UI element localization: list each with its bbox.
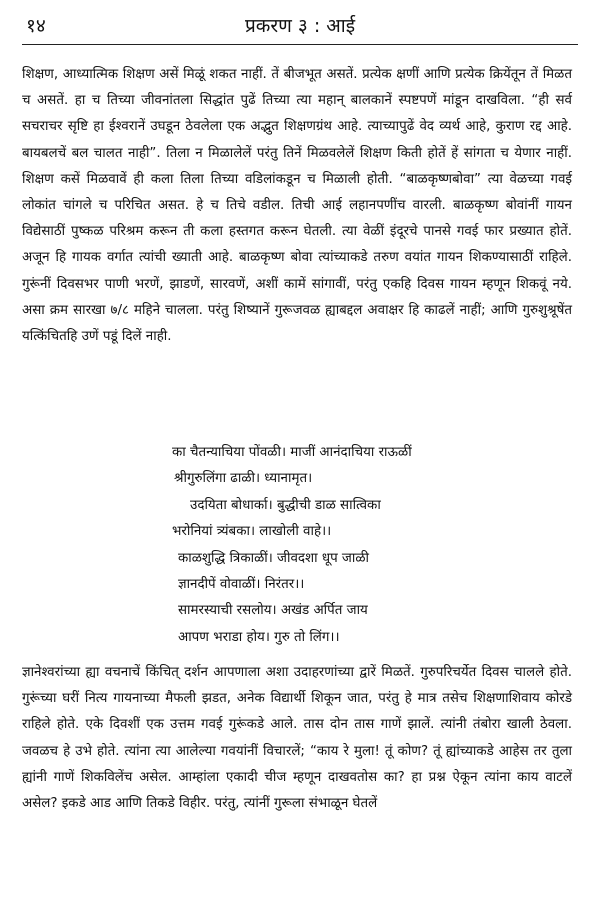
verse-line: का चैतन्याचिया पोंवळी। माजीं आनंदाचिया राऊळीं bbox=[172, 445, 412, 460]
verse-block bbox=[172, 440, 552, 651]
chapter-title: प्रकरण ३ : आई bbox=[244, 15, 356, 37]
page-number: १४ bbox=[26, 15, 46, 37]
header-rule bbox=[22, 44, 578, 45]
page-header bbox=[22, 8, 578, 44]
verse-line: सामरस्याची रसलोय। अखंड अर्पित जाय bbox=[178, 603, 368, 619]
verse-line: ज्ञानदीपें वोवाळीं। निरंतर।। bbox=[178, 577, 305, 593]
verse-line: आपण भराडा होय। गुरु तो लिंग।। bbox=[178, 629, 340, 645]
verse-line: काळशुद्धि त्रिकाळीं। जीवदशा धूप जाळी bbox=[178, 550, 369, 566]
verse-line: श्रीगुरुलिंगा ढाळी। ध्यानामृत। bbox=[174, 471, 313, 487]
paragraph-1: शिक्षण, आध्यात्मिक शिक्षण असें मिळूं शकत नाहीं. तें बीजभूत असतें. प्रत्येक क्षणीं आणि प्रत्येक क्रियेंतून तें मिळत च असतें. हा च तिच्या जीवनांतला सिद्धांत पुढें तिच्या त्या महान् बालकानें स्पष्टपणें मांडून दाखविला. “ही सर्व सचराचर सृष्टि हा ईश्वरानें उघडून ठेवलेला एक अद्भुत शिक्षणग्रंथ आहे. त्याच्यापुढें वेद व्यर्थ आहे, कुराण रद्द आहे. बायबलचें बल चालत नाही”. तिला न मिळालेलें परंतु तिनें मिळवलेलें शिक्षण किती होतें हें सांगता च येणार नाहीं. शिक्षण कसें मिळवावें ही कला तिला तिच्या वडिलांकडून च मिळाली होती. “बाळकृष्णबोवा” त्या वेळच्या गवई लोकांत चांगले च परिचित असत. हे च तिचे वडील. तिची आई लहानपणींच वारली. बाळकृष्ण बोवांनीं गायन विद्येसाठीं पुष्कळ परिश्रम करून ती कला हस्तगत करून घेतली. त्या वेळीं इंदूरचे पानसे गवई फार प्रख्यात होतें. अजून हि गायक वर्गात त्यांची ख्याती आहे. बाळकृष्ण बोवा त्यांच्याकडे तरुण वयांत गायन शिकण्यासाठीं राहिले. गुरूंनीं दिवसभर पाणी भरणें, झाडणें, सारवणें, अशीं कामें सांगावीं, परंतु एकहि दिवस गायन म्हणून शिकवूं नये. असा क्रम सारखा ७/८ महिने चालला. परंतु शिष्यानें गुरूजवळ ह्याबद्दल अवाक्षर हि काढलें नाहीं; आणि गुरुशुश्रूषेंत यत्किंचितहि उणें पडूं दिलें नाही. bbox=[22, 67, 572, 345]
verse-line: उदयिता बोधार्का। बुद्धीची डाळ सात्विका bbox=[190, 497, 381, 513]
verse-line: भरोनियां त्र्यंबका। लाखोली वाहे।। bbox=[172, 524, 332, 540]
paragraph-2: ज्ञानेश्वरांच्या ह्या वचनाचें किंचित् दर्शन आपणाला अशा उदाहरणांच्या द्वारें मिळतें. गुरुपरिचर्येत दिवस चालले होते. गुरूंच्या घरीं नित्य गायनाच्या मैफली झडत, अनेक विद्यार्थी शिकून जात, परंतु हे मात्र तसेच शिक्षणाशिवाय कोरडे राहिले होते. एके दिवशीं एक उत्तम गवई गुरूंकडे आले. तास दोन तास गाणें झालें. त्यांनी तंबोरा खाली ठेवला. जवळच हे उभे होते. त्यांना त्या आलेल्या गवयांनीं विचारलें; “काय रे मुला! तूं कोण? तूं ह्यांच्याकडे आहेस तर तुला ह्यांनी गाणें शिकविलेंच असेल. आम्हांला एकादी चीज म्हणून दाखवतोस का? हा प्रश्न ऐकून त्यांना काय वाटलें असेल? इकडे आड आणि तिकडे विहीर. परंतु, त्यांनीं गुरूला संभाळून घेतलें bbox=[22, 665, 572, 812]
